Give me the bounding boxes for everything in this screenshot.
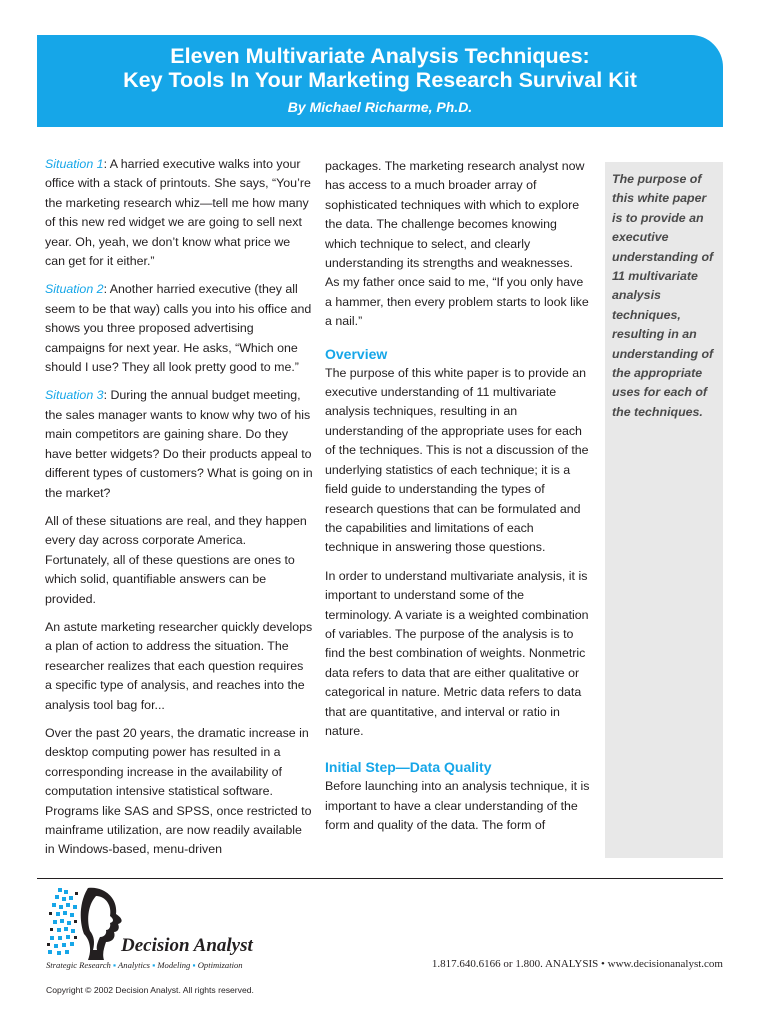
body-paragraph: The purpose of this white paper is to provide an executive understanding of 11 multivariate analysis techniques, resulting in an understanding of the appropriate uses for each of the techniques. This is not a discussion of the underlying statistics of each technique; it is a field guide to understanding the types of research questions that can be formulated and the capabilities and limitations of each technique in answering those questions. bbox=[325, 365, 589, 555]
tagline-separator: ▪ bbox=[192, 960, 196, 970]
title-line-1: Eleven Multivariate Analysis Techniques: bbox=[170, 44, 590, 68]
tagline-item: Modeling bbox=[157, 960, 191, 970]
situation-1-label: Situation 1 bbox=[45, 157, 104, 171]
company-tagline bbox=[46, 960, 243, 970]
overview-heading: Overview bbox=[325, 345, 388, 362]
situation-1-paragraph bbox=[45, 155, 313, 271]
body-paragraph: An astute marketing researcher quickly develops a plan of action to address the situation. The researcher realizes that each question requires a specific type of analysis, and reaches into the analysis tool bag for... bbox=[45, 619, 313, 712]
title-line-2: Key Tools In Your Marketing Research Survival Kit bbox=[123, 68, 637, 92]
body-paragraph: Before launching into an analysis technique, it is important to have a clear understanding of the form and quality of the data. The form of bbox=[325, 779, 590, 833]
data-quality-heading: Initial Step—Data Quality bbox=[325, 759, 492, 776]
footer-divider bbox=[37, 878, 723, 879]
tagline-separator: ▪ bbox=[152, 960, 156, 970]
body-paragraph: In order to understand multivariate analysis, it is important to understand some of the terminology. A variate is a weighted combination of variables. The purpose of the analysis is to find the best combination of weights. Nonmetric data refers to data that are either qualitative or categorical in nature. Metric data refers to data that are quantitative, and interval or ratio in nature. bbox=[325, 568, 589, 738]
tagline-separator: ▪ bbox=[113, 960, 117, 970]
logo-wordmark: Decision Analyst bbox=[121, 935, 253, 956]
body-paragraph: packages. The marketing research analyst now has access to a much broader array of sophisticated techniques with which to explore the data. The challenge becomes knowing which technique to select, and clearly understanding its strengths and weaknesses. As my father once said to me, “If you only have a hammer, then every problem starts to look like a nail.” bbox=[325, 159, 589, 329]
pull-quote-text: The purpose of this white paper is to provide an executive understanding of 11 multivariate analysis techniques, resulting in an understanding of the appropriate uses for each of the techniques. bbox=[612, 172, 714, 419]
situation-1-text: : A harried executive walks into your office with a stack of printouts. She says, “You’re the marketing research whiz—tell me how many of this new red widget we are going to sell next year. Oh, yeah, we don’t know what price we can get for it either.” bbox=[45, 157, 311, 269]
situation-2-paragraph bbox=[45, 280, 313, 377]
tagline-item: Optimization bbox=[197, 960, 243, 970]
situation-3-text: : During the annual budget meeting, the sales manager wants to know why two of his main competitors are gaining share. Do they have better widgets? Do their products appeal to different types of customers? What is going on in the market? bbox=[45, 388, 313, 500]
situation-2-label: Situation 2 bbox=[45, 282, 104, 297]
left-column bbox=[45, 155, 313, 860]
copyright-notice: Copyright © 2002 Decision Analyst. All rights reserved. bbox=[46, 985, 254, 995]
author-byline: By Michael Richarme, Ph.D. bbox=[287, 99, 473, 115]
body-paragraph: All of these situations are real, and they happen every day across corporate America. Fortunately, all of these questions are ones to which solid, quantifiable answers can be provided. bbox=[45, 513, 307, 606]
title-banner bbox=[37, 35, 723, 127]
pull-quote-sidebar bbox=[605, 162, 723, 858]
situation-3-label: Situation 3 bbox=[45, 388, 104, 403]
tagline-item: Strategic Research bbox=[46, 960, 111, 970]
situation-3-paragraph bbox=[45, 386, 313, 502]
body-paragraph: Over the past 20 years, the dramatic increase in desktop computing power has resulted in a corresponding increase in the availability of computation intensive statistical software. Programs like SAS and SPSS, once restricted to mainframe utilization, are now readily available in Windows-based, menu-driven bbox=[45, 725, 312, 857]
tagline-item: Analytics bbox=[118, 960, 151, 970]
middle-column bbox=[325, 157, 590, 836]
situation-2-text: : Another harried executive (they all seem to be that way) calls you into his office and shows you three proposed advertising campaigns for next year. He asks, “Which one should I use? They all look pretty good to me.” bbox=[45, 282, 312, 375]
contact-info: 1.817.640.6166 or 1.800. ANALYSIS • www.decisionanalyst.com bbox=[431, 958, 723, 970]
